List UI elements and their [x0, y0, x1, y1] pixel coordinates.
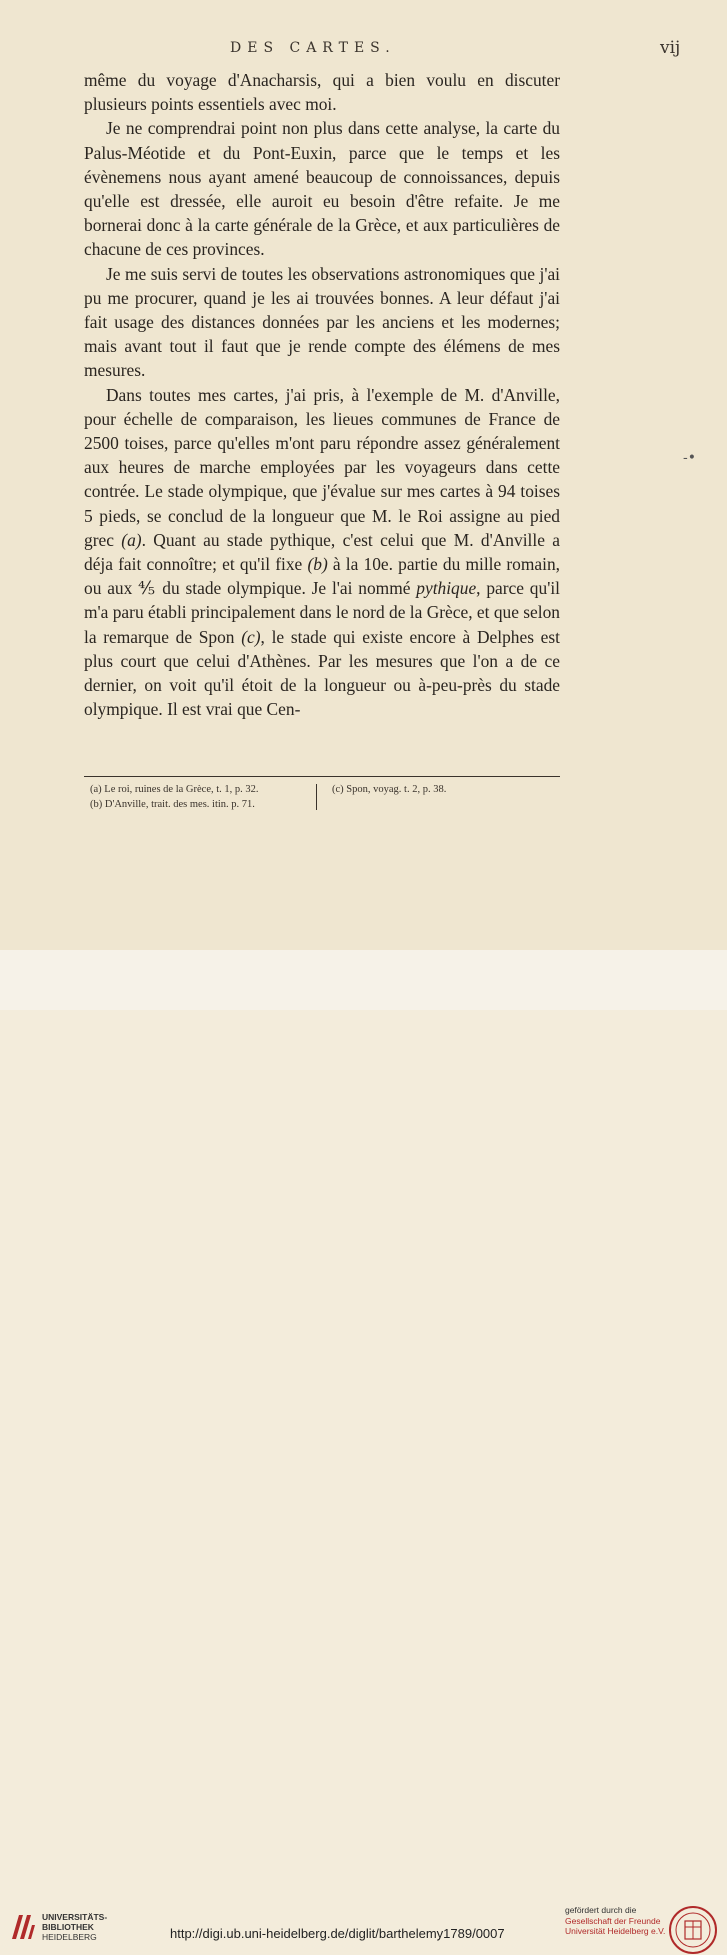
footnote-rule: [84, 776, 560, 777]
footnote-divider: [316, 784, 317, 810]
pythique-term: pythique: [416, 578, 477, 599]
paragraph-4-part1: Dans toutes mes cartes, j'ai pris, à l'exemple de M. d'Anville, pour échelle de comparaison, les lieues communes de France de 2500 toises, parce qu'elles m'ont paru répondre assez généralement aux heures de marche employées par les voyageurs dans cette contrée. Le stade olympique, que j'évalue sur mes cartes à 94 toises 5 pieds, se conclud de la longueur que M. le Roi assigne au pied grec: [84, 384, 560, 550]
digitization-footer: [0, 950, 727, 1942]
paragraph-3: Je me suis servi de toutes les observations astronomiques que j'ai pu me procurer, quand je les ai trouvées bonnes. A leur défaut j'ai fait usage des distances données par les anciens et les modernes; mais avant tout il faut que je rende compte des élémens de mes mesures.: [84, 263, 560, 381]
permalink-url[interactable]: http://digi.ub.uni-heidelberg.de/diglit/barthelemy1789/0007: [170, 1926, 505, 1941]
note-ref-b: (b): [307, 554, 328, 575]
paragraph-2: Je ne comprendrai point non plus dans cette analyse, la carte du Palus-Méotide et du Pont-Euxin, parce que le temps et les évènemens nous ayant amené beaucoup de connoissances, depuis qu'elle est dressée, elle auroit eu besoin d'être refaite. Je me bornerai donc à la carte générale de la Grèce, et aux particulières de chacune de ces provinces.: [84, 118, 560, 260]
footnote-b: (b) D'Anville, trait. des mes. itin. p. 71.: [90, 799, 255, 810]
running-title: DES CARTES.: [230, 40, 396, 56]
note-ref-a: (a): [121, 529, 142, 550]
paragraph-4: [84, 383, 560, 722]
page-number: vij: [660, 38, 681, 58]
paragraph-4-part5: , le stade qui existe encore à Delphes est plus court que celui d'Athènes. Par les mesures que l'on a de ce dernier, on voit qu'il étoit de la longueur ou à-peu-près du stade olympique. Il est vrai que Cen-: [84, 626, 560, 720]
paragraph-4-part2: . Quant au stade pythique, c'est celui que M. d'Anville a déja fait connoître; et qu'il fixe: [84, 529, 560, 575]
book-page: [0, 0, 727, 950]
library-logo-icon: [10, 1913, 36, 1941]
paragraph-4-part4: , parce qu'il m'a paru établi principalement dans le nord de la Grèce, et que selon la remarque de Spon: [84, 578, 560, 647]
sponsor-text: gefördert durch die Gesellschaft der Freunde Universität Heidelberg e.V.: [565, 1905, 666, 1936]
footnote-a: (a) Le roi, ruines de la Grèce, t. 1, p. 32.: [90, 784, 259, 795]
margin-mark: -•: [683, 450, 696, 466]
footnote-c: (c) Spon, voyag. t. 2, p. 38.: [332, 784, 447, 795]
paragraph-1: même du voyage d'Anacharsis, qui a bien voulu en discuter plusieurs points essentiels avec moi.: [84, 70, 560, 115]
sponsor-seal-icon: [668, 1905, 718, 1955]
note-ref-c: (c): [241, 626, 261, 647]
paragraph-4-part3: à la 10e. partie du mille romain, ou aux ⅘ du stade olympique. Je l'ai nommé: [84, 554, 560, 599]
main-text: [84, 68, 560, 721]
library-name: UNIVERSITÄTS- BIBLIOTHEK HEIDELBERG: [42, 1912, 108, 1942]
